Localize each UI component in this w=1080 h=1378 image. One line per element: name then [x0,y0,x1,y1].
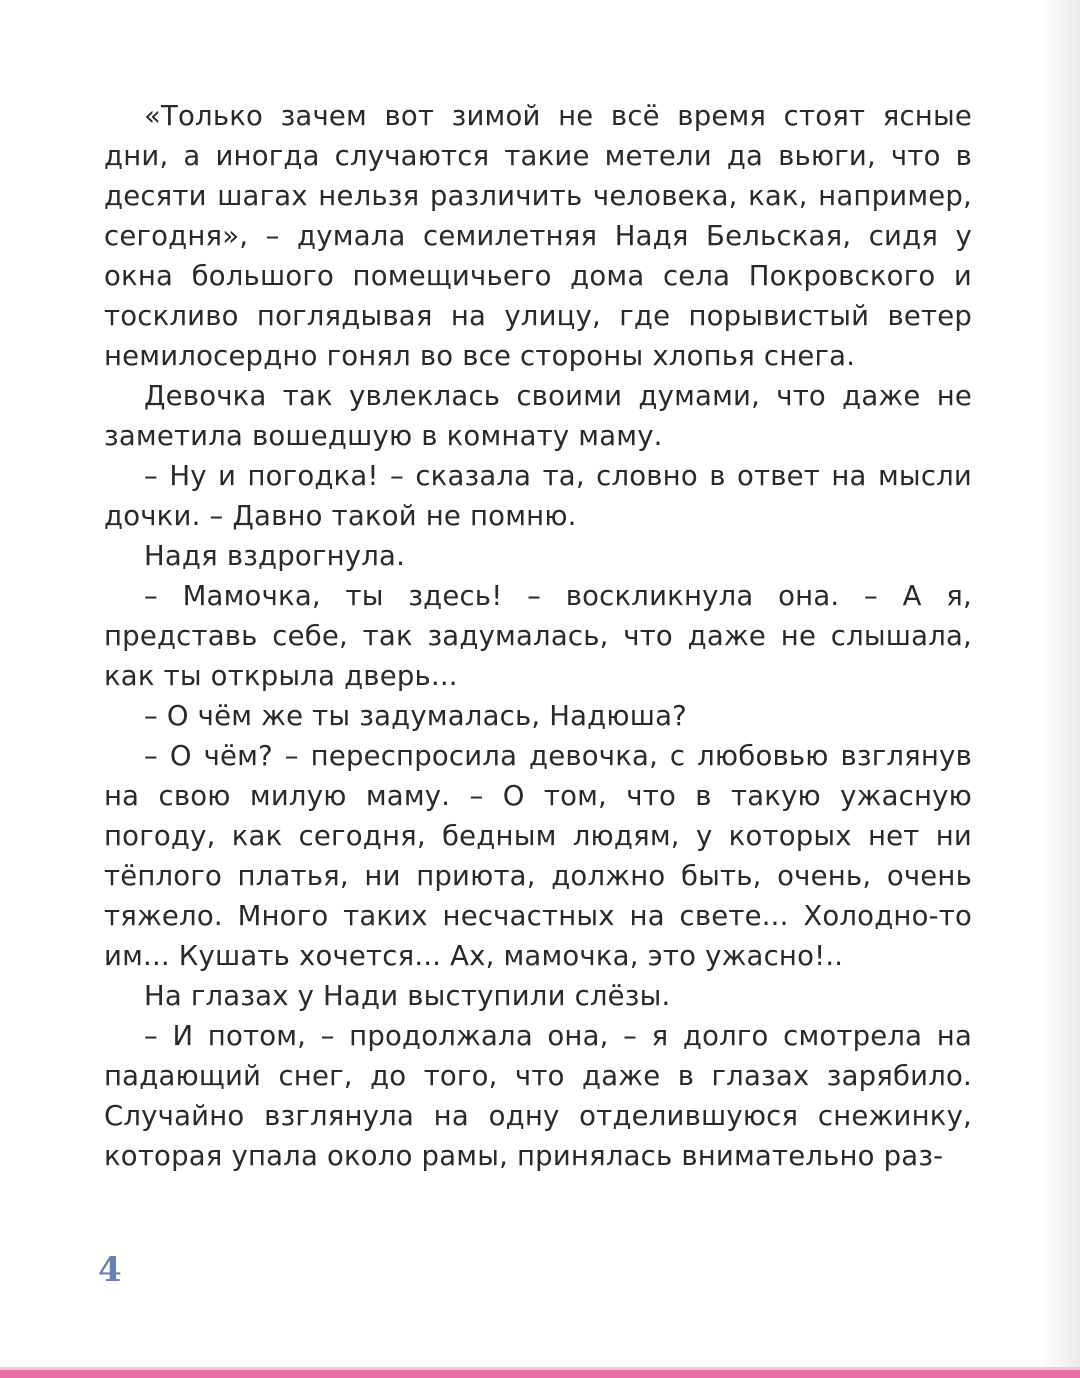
paragraph: – И потом, – продолжала она, – я долго смотрела на падающий снег, до того, что даже в глазах зарябило. Случайно взглянула на одну отделившуюся снежинку, которая упала около рамы, принялась внимательно раз- [104,1020,972,1172]
paragraph: – О чём? – переспросила девочка, с любовью взглянув на свою милую маму. – О том, что в такую ужасную погоду, как сегодня, бедным людям, у которых нет ни тёплого платья, ни приюта, должно быть, очень, очень тяжело. Много таких несчастных на свете... Холодно-то им... Кушать хочется... Ах, мамочка, это ужасно!.. [104,740,972,972]
paragraph: «Только зачем вот зимой не всё время стоят ясные дни, а иногда случаются такие метели да вьюги, что в десяти шагах нельзя различить человека, как, например, сегодня», – думала семилетняя Надя Бельская, сидя у окна большого помещичьего дома села Покровского и тоскливо поглядывая на улицу, где порывистый ветер немилосердно гонял во все стороны хлопья снега. [104,100,972,372]
paragraph: – Ну и погодка! – сказала та, словно в ответ на мысли дочки. – Давно такой не помню. [104,460,972,532]
bottom-decor-stripe [0,1370,1080,1378]
paragraph: – Мамочка, ты здесь! – воскликнула она. – А я, представь себе, так задумалась, что даже не слышала, как ты открыла дверь... [104,580,972,692]
page-number: 4 [98,1250,122,1290]
page-edge-shadow [1040,0,1080,1378]
paragraph: Девочка так увлеклась своими думами, что даже не заметила вошедшую в комнату маму. [104,380,972,452]
paragraph: Надя вздрогнула. [144,540,406,572]
paragraph: На глазах у Нади выступили слёзы. [144,980,671,1012]
story-text [104,96,972,1176]
paragraph: – О чём же ты задумалась, Надюша? [144,700,687,732]
